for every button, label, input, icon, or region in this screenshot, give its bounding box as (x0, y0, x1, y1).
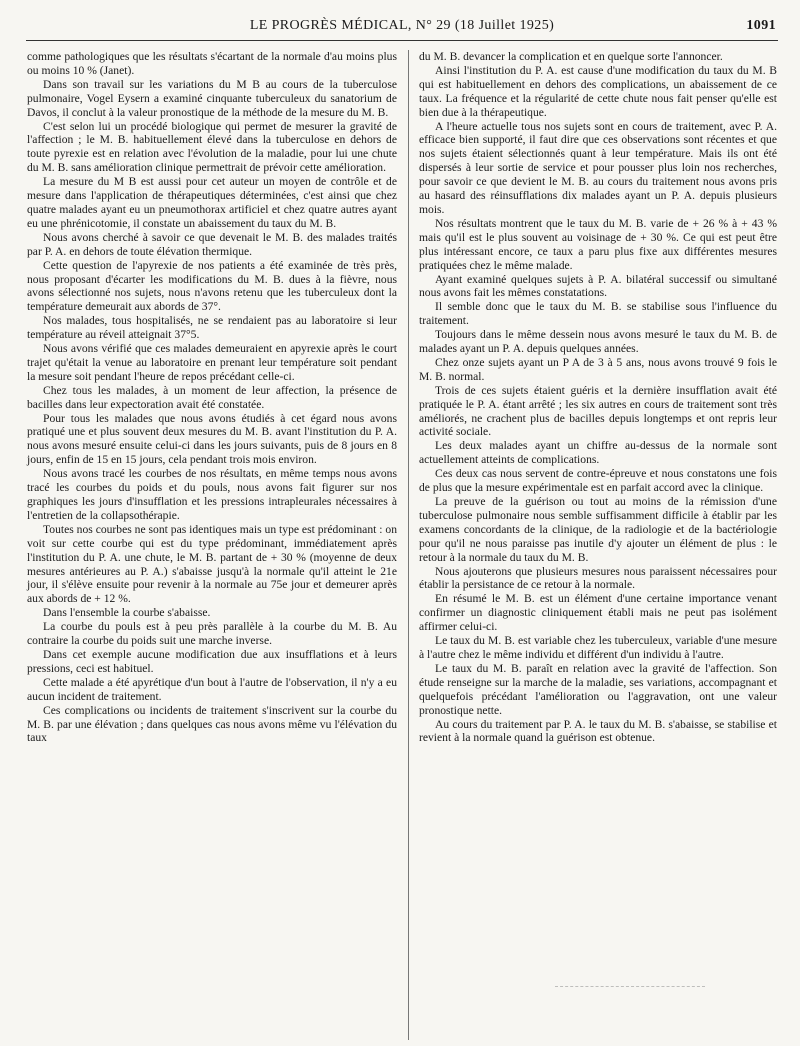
paragraph: du M. B. devancer la complication et en quelque sorte l'annoncer. (419, 50, 723, 63)
paragraph: La mesure du M B est aussi pour cet auteur un moyen de contrôle et de mesure dans l'application de thérapeutiques déterminées, c'est ainsi que chez quatre malades ayant eu un pneumothorax artificiel et chez quatre autres ayant eu une phrénicotomie, il constate un abaissement du taux du M. B. (27, 175, 397, 230)
paragraph: Les deux malades ayant un chiffre au-dessus de la normale sont actuellement atteints de complications. (419, 439, 777, 467)
paragraph: Nous avons tracé les courbes de nos résultats, en même temps nous avons tracé les courbes du poids et du pouls, nous avons fait figurer sur nos graphiques les jours d'insufflation et les pressions intrapleurales nécessaires à l'entretien de la collapsothérapie. (27, 467, 397, 522)
paragraph: Ainsi l'institution du P. A. est cause d'une modification du taux du M. B qui est habituellement en dehors des complications, un abaissement de ce taux. La fréquence et la régularité de cette chute nous fait penser qu'elle est bien due à la thérapeutique. (419, 63, 777, 119)
paragraph: Cette malade a été apyrétique d'un bout à l'autre de l'observation, il n'y a eu aucun incident de traitement. (27, 675, 397, 703)
paragraph: Nous avons cherché à savoir ce que devenait le M. B. des malades traités par P. A. en dehors de toute élévation thermique. (27, 230, 397, 258)
paragraph: Au cours du traitement par P. A. le taux du M. B. s'abaisse, se stabilise et revient à la normale quand la guérison est obtenue. (419, 717, 777, 745)
journal-title: LE PROGRÈS MÉDICAL, N° 29 (18 Juillet 1925) (249, 18, 555, 33)
end-rule (555, 986, 705, 993)
page-header (26, 14, 778, 41)
column-divider (408, 50, 409, 1040)
paragraph: Trois de ces sujets étaient guéris et la dernière insufflation avait été pratiquée le P. A. étant arrêté ; les six autres en cours de traitement sont très améliorés, ne crachent plus de bacilles depuis longtemps et ont repris leur activité sociale. (419, 383, 777, 439)
paragraph: Nos résultats montrent que le taux du M. B. varie de + 26 % à + 43 % mais qu'il est le plus souvent au voisinage de + 30 %. Ce qui est peut être plus intéressant encore, ce taux a paru plus fixe aux différentes mesures pratiquées chez le même malade. (419, 216, 777, 272)
paragraph: Dans cet exemple aucune modification due aux insufflations et à leurs pressions, ceci est habituel. (27, 647, 397, 675)
paragraph: Ayant examiné quelques sujets à P. A. bilatéral successif ou simultané nous avons fait les mêmes constatations. (419, 272, 777, 300)
paragraph: Cette question de l'apyrexie de nos patients a été examinée de très près, nous proposant d'écarter les modifications du M. B. dues à la fièvre, nous avons sélectionné nos sujets, nous n'avons retenu que les tuberculeux dont la température demeurait aux abords de 37°. (27, 258, 397, 314)
paragraph: comme pathologiques que les résultats s'écartant de la normale d'au moins plus ou moins 10 % (Janet). (27, 50, 397, 77)
paragraph: En résumé le M. B. est un élément d'une certaine importance venant confirmer un diagnostic cliniquement établi mais ne peut pas isolément affirmer celui-ci. (419, 592, 777, 634)
page-number: 1091 (746, 18, 776, 33)
paragraph: Nous avons vérifié que ces malades demeuraient en apyrexie après le court trajet qu'était la venue au laboratoire en prenant leur température soit pendant la mesure soit pendant l'heure de repos précédant celle-ci. (27, 342, 397, 383)
paragraph: Le taux du M. B. est variable chez les tuberculeux, variable d'une mesure à l'autre chez le même individu et différent d'un individu à l'autre. (419, 634, 777, 661)
paragraph: La preuve de la guérison ou tout au moins de la rémission d'une tuberculose pulmonaire nous semble suffisamment difficile à établir par les examens concordants de la clinique, de la radiologie et de la bactériologie pour qu'il ne nous paraisse pas inutile d'y ajouter un élément de plus : le retour à la normale du taux du M. B. (419, 495, 777, 564)
paragraph: Toutes nos courbes ne sont pas identiques mais un type est prédominant : on voit sur cette courbe qui est du type prédominant, immédiatement après l'institution du P. A. une chute, le M. B. partant de + 30 % (moyenne de deux mesures antérieures au P. A.) s'abaisse jusqu'à la normale qu'il atteint le 21e jour, il s'élève ensuite pour revenir à la normale au 75e jour et demeurer après aux abords de + 12 %. (27, 522, 397, 606)
left-column (27, 50, 397, 745)
paragraph: Nous ajouterons que plusieurs mesures nous paraissent nécessaires pour établir la persistance de ce retour à la normale. (419, 564, 777, 592)
paragraph: La courbe du pouls est à peu près parallèle à la courbe du M. B. Au contraire la courbe du poids suit une marche inverse. (27, 620, 397, 648)
paragraph: A l'heure actuelle tous nos sujets sont en cours de traitement, avec P. A. efficace bien supporté, il faut dire que ces observations sont récentes et que nos sujets étaient sélectionnés quant à leur température. Mais ils ont été dispersés à leur sortie de service et pour pousser plus loin nos recherches, pour savoir ce que devient le M. B. au cours du traitement nous avons pris au hasard des réinsufflations dix malades ayant un P. A. depuis plusieurs mois. (419, 119, 777, 216)
paragraph: Le taux du M. B. paraît en relation avec la gravité de l'affection. Son étude renseigne sur la marche de la maladie, ses variations, accompagnant et quelquefois précédant l'amélioration ou l'aggravation, ont une valeur pronostique nette. (419, 661, 777, 717)
paragraph: Pour tous les malades que nous avons étudiés à cet égard nous avons pratiqué une et plus souvent deux mesures du M. B. avant l'institution du P. A. nous avons mesuré ensuite celui-ci dans les jours suivants, puis de 8 jours en 8 jours, enfin de 15 en 15 jours, cela pendant trois mois environ. (27, 411, 397, 467)
paragraph: Toujours dans le même dessein nous avons mesuré le taux du M. B. de malades ayant un P. A. depuis quelques années. (419, 328, 777, 356)
paragraph: Il semble donc que le taux du M. B. se stabilise sous l'influence du traitement. (419, 300, 777, 328)
paragraph: Ces complications ou incidents de traitement s'inscrivent sur la courbe du M. B. par une élévation ; dans quelques cas nous avons même vu l'élévation du taux (27, 703, 397, 745)
paragraph: Chez onze sujets ayant un P A de 3 à 5 ans, nous avons trouvé 9 fois le M. B. normal. (419, 355, 777, 383)
paragraph: C'est selon lui un procédé biologique qui permet de mesurer la gravité de l'affection ; le M. B. habituellement élevé dans la tuberculose en dehors de toute pyrexie est en relation avec l'évolution de la maladie, pour lui une chute du M. B. sans amélioration clinique permettrait de prévoir cette amélioration. (27, 119, 397, 175)
paragraph: Nos malades, tous hospitalisés, ne se rendaient pas au laboratoire si leur température au réveil atteignait 37°5. (27, 314, 397, 342)
paragraph: Dans l'ensemble la courbe s'abaisse. (43, 606, 211, 620)
paragraph: Chez tous les malades, à un moment de leur affection, la présence de bacilles dans leur expectoration avait été constatée. (27, 383, 397, 411)
paragraph: Ces deux cas nous servent de contre-épreuve et nous constatons une fois de plus que la mesure expérimentale est en parfait accord avec la clinique. (419, 467, 777, 495)
paragraph: Dans son travail sur les variations du M B au cours de la tuberculose pulmonaire, Vogel Eysern a examiné cinquante tuberculeux du sanatorium de Davos, il conclut à la valeur pronostique de la méthode de la mesure du M. B. (27, 77, 397, 119)
right-column (419, 50, 777, 745)
